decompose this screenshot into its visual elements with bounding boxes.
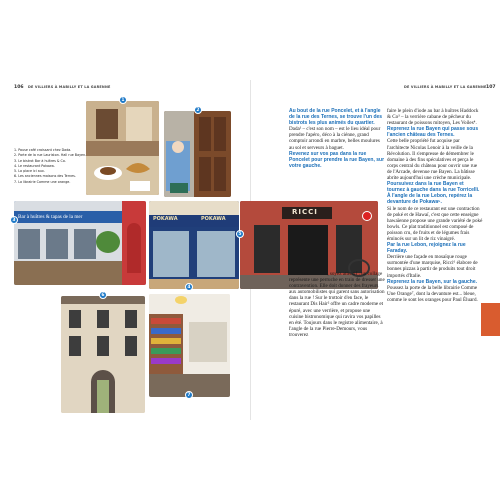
photo-bar-huitres — [14, 201, 146, 285]
body-paragraph: Poussez la porte de la belle librairie Comme Une Orange⁷, dont la devanture est... bleue, comme le sont les oranges pour Paul Éluard. — [387, 284, 478, 303]
caption-item: 2. Porte de la rue Lauriston. Hall rue Bayen. — [14, 153, 87, 158]
direction-paragraph: Par la rue Lebon, rejoignez la rue Faraday. — [387, 242, 466, 255]
caption-item: 3. Le bistrot Bar à huîtres & Co. — [14, 158, 66, 163]
text-column-a — [289, 108, 385, 169]
photo-cafe — [86, 101, 159, 195]
running-title-left: DE VILLIERS À MABILLY ET LA GARENNE — [28, 85, 111, 89]
photo-badge-2: 2 — [194, 106, 202, 114]
pokawa-sign-left: POKAWA — [153, 216, 178, 222]
caption-item: 7. La librairie Comme une orange. — [14, 179, 71, 184]
running-title-right: DE VILLIERS À MABILLY ET LA GARENNE — [404, 85, 487, 89]
caption-item: 5. La place ici aux. — [14, 169, 45, 174]
photo-old-houses — [61, 296, 145, 413]
page-number-right: 107 — [486, 85, 496, 90]
caption-item: 6. Les anciennes maisons des Ternes. — [14, 174, 76, 179]
photo-bookshop — [149, 294, 230, 397]
body-paragraph: À hauteur du nº 29, soyez attentif : un collage représente une perruche en train de dresser une contravention. Elle doit donner des frayeurs aux automobilistes qui garent sans autorisation dans la rue ! Sur le trottoir d'en face, le restaurant Dis Hair² offre un cadre moderne et épuré, avec une verrière, et propose une cuisine bistronomique qui ravira vos papilles en été. Toujours dans le registre alimentaire, à l'angle de la rue Pierre-Demours, vous trouverez — [289, 271, 385, 338]
body-paragraph: faire le plein d'iode au bar à huîtres Haddock & Co³ – la verrière cabane de pêcheur du restaurant de poissons mitoyen, Les Voiles⁴. — [387, 108, 479, 127]
bar-sign: Bar à huîtres & tapas de la mer — [18, 214, 83, 220]
photo-badge-5: 5 — [236, 230, 244, 238]
direction-paragraph: Au bout de la rue Poncelet, et à l'angle de la rue des Ternes, se trouve l'un des bistrots les plus animés du quartier. — [289, 108, 383, 127]
caption-item: 1. Pause café croissant chez Dada. — [14, 148, 72, 152]
body-paragraph: Dada¹ – c'est son nom – est le lieu idéal pour prendre l'apéro, déco à la ciénne, grand comptoir arrondi en marbre, belles moulures au sol et serveurs à baguet. — [289, 126, 381, 151]
pokawa-sign-right: POKAWA — [201, 216, 226, 222]
photo-pokawa — [149, 201, 239, 289]
photo-badge-3: 3 — [10, 216, 18, 224]
photo-doorway — [164, 111, 231, 197]
direction-paragraph: Reprenez la rue Bayen, sur la gauche. — [387, 278, 478, 285]
photo-badge-1: 1 — [119, 96, 127, 104]
ricci-sign: RICCI — [292, 208, 318, 216]
direction-paragraph: Reprenez la rue Bayen qui passe sous l'ancien château des Ternes. — [387, 126, 479, 139]
direction-paragraph: Revenez sur vos pas dans la rue Poncelet pour prendre la rue Bayen, sur votre gauche. — [289, 150, 385, 169]
cafe-illustration — [86, 101, 159, 195]
photo-captions — [14, 148, 87, 185]
chapter-side-tab — [481, 303, 500, 336]
text-column-c — [289, 271, 385, 338]
direction-paragraph: Poursuivez dans la rue Bayen et tournez à gauche dans la rue Torricelli. À l'angle de la rue Lebon, repérez la devanture de Pokawa⁵. — [387, 181, 480, 206]
photo-badge-7: 7 — [185, 391, 193, 399]
caption-item: 4. Le restaurant Pokawa. — [14, 163, 55, 168]
photo-badge-4: 4 — [185, 283, 193, 291]
photo-badge-6: 6 — [99, 291, 107, 299]
text-column-b — [387, 108, 483, 303]
page-number-left: 106 — [14, 85, 24, 90]
body-paragraph: Si le nom de ce restaurant est une contraction de poké et de Hawaï, c'est que cette enseigne hawaïenne propose une grande variété de poké bowls. Ce plat traditionnel est composé de poisson cru, de fruits et de légumes frais émincés sur un lit de riz vinaigré. — [387, 205, 483, 242]
body-paragraph: Cette belle propriété fut acquise par l'architecte Nicolas Lenoir à la veille de la Révolution. Il s'empresse de démembrer le domaine à des fins spéculatives et perça le corps central du château pour ouvrir une rue de l'Arcade, devenue rue Bayen. La bâtisse abrite aujourd'hui une crèche municipale. — [387, 138, 478, 182]
body-paragraph: Derrière une façade en mosaïque rouge surmontée d'une marquise, Ricci⁶ élabore de bonnes pizzas à partir de produits tout droit importés d'Italie. — [387, 254, 478, 279]
door-illustration — [164, 111, 231, 197]
